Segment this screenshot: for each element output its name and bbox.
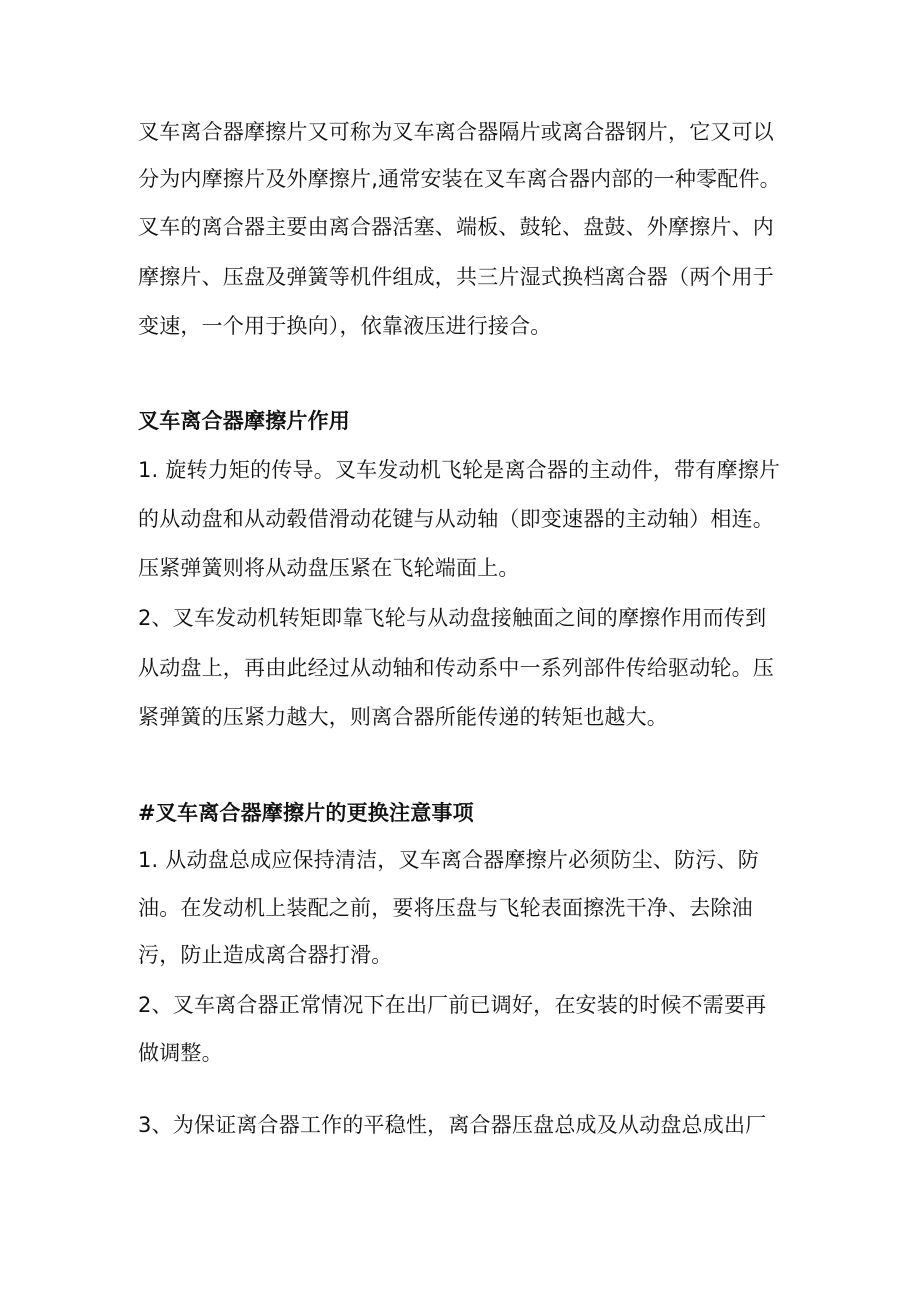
replace-item3-line: 3、为保证离合器工作的平稳性，离合器压盘总成及从动盘总成出厂 [138,1113,767,1137]
intro-line: 变速，一个用于换向），依靠液压进行接合。 [138,314,552,338]
intro-line: 叉车的离合器主要由离合器活塞、端板、鼓轮、盘鼓、外摩擦片、内 [138,215,774,239]
function-item2-line: 从动盘上，再由此经过从动轴和传动系中一系列部件传给驱动轮。压 [138,656,774,680]
replace-item1-line: 油。在发动机上装配之前，要将压盘与飞轮表面擦洗干净、去除油 [138,896,753,920]
function-item2-line: 紧弹簧的压紧力越大，则离合器所能传递的转矩也越大。 [138,705,668,729]
replace-item2-line: 2、叉车离合器正常情况下在出厂前已调好，在安装的时候不需要再 [138,993,767,1017]
section-heading-function: 叉车离合器摩擦片作用 [138,409,350,433]
function-item1-line: 压紧弹簧则将从动盘压紧在飞轮端面上。 [138,556,520,580]
replace-item1-line: 污，防止造成离合器打滑。 [138,943,393,967]
function-item1-line: 1. 旋转力矩的传导。叉车发动机飞轮是离合器的主动件，带有摩擦片 [138,458,781,482]
replace-item2-line: 做调整。 [138,1041,223,1065]
intro-line: 分为内摩擦片及外摩擦片,通常安装在叉车离合器内部的一种零配件。 [138,167,781,191]
replace-item1-line: 1. 从动盘总成应保持清洁，叉车离合器摩擦片必须防尘、防污、防 [138,848,759,872]
intro-line: 摩擦片、压盘及弹簧等机件组成，共三片湿式换档离合器（两个用于 [138,265,774,289]
function-item2-line: 2、叉车发动机转矩即靠飞轮与从动盘接触面之间的摩擦作用而传到 [138,606,767,630]
section-heading-replacement: #叉车离合器摩擦片的更换注意事项 [138,801,474,825]
function-item1-line: 的从动盘和从动毂借滑动花键与从动轴（即变速器的主动轴）相连。 [138,507,774,531]
intro-line: 叉车离合器摩擦片又可称为叉车离合器隔片或离合器钢片，它又可以 [138,120,774,144]
